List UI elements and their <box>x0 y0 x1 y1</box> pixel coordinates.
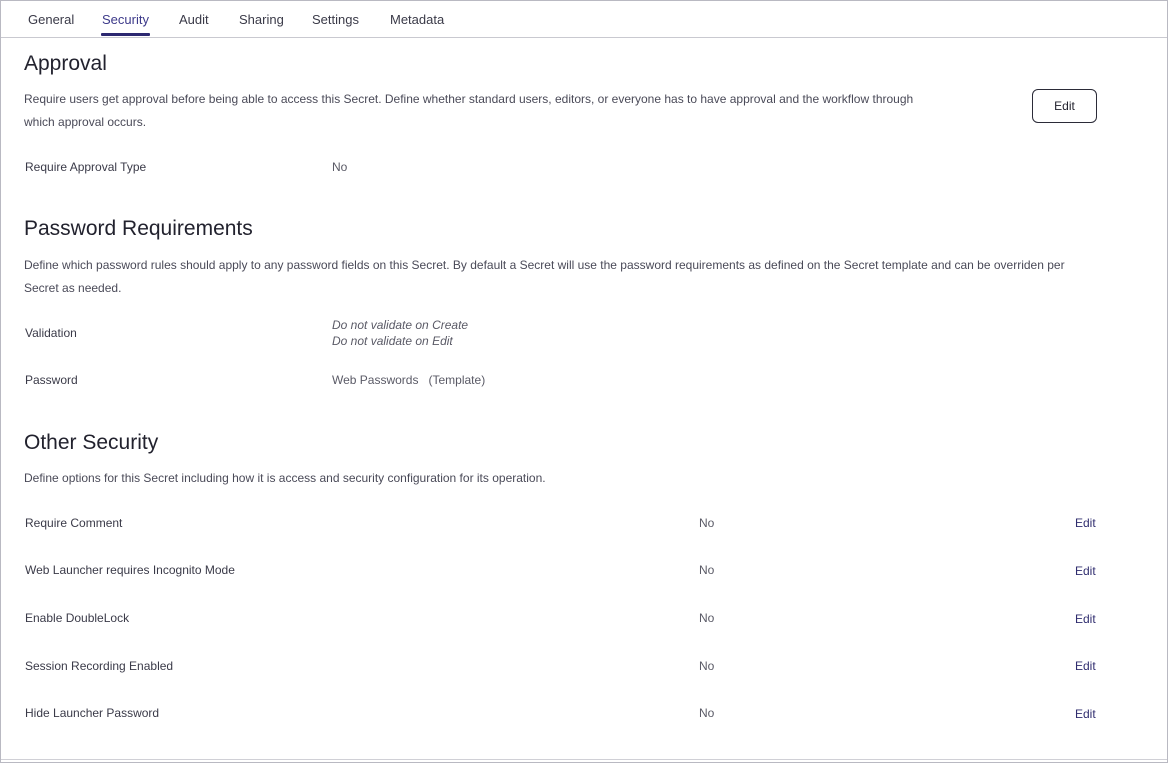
password-requirements-description: Define which password rules should apply to any password fields on this Secret. By default a Secret will use the password requirements as defined on the Secret template and can be overriden per Secret as needed. <box>24 258 1065 295</box>
require-comment-edit-link[interactable]: Edit <box>1075 516 1096 530</box>
doublelock-value: No <box>699 611 715 625</box>
validation-label: Validation <box>25 326 77 340</box>
tab-security[interactable]: Security <box>102 12 149 27</box>
other-security-heading: Other Security <box>24 431 159 454</box>
require-approval-type-value: No <box>332 160 348 174</box>
doublelock-edit-link[interactable]: Edit <box>1075 612 1096 626</box>
tab-general[interactable]: General <box>28 12 75 27</box>
tab-audit[interactable]: Audit <box>179 12 209 27</box>
require-comment-value: No <box>699 516 715 530</box>
hide-launcher-password-value: No <box>699 706 715 720</box>
approval-edit-button[interactable]: Edit <box>1032 89 1097 123</box>
session-recording-label: Session Recording Enabled <box>25 659 174 673</box>
require-comment-label: Require Comment <box>25 516 123 530</box>
hide-launcher-password-label: Hide Launcher Password <box>25 706 160 720</box>
password-label: Password <box>25 373 78 387</box>
password-value: Web Passwords (Template) <box>332 373 486 387</box>
validation-value-create: Do not validate on Create <box>332 318 469 332</box>
password-requirements-heading: Password Requirements <box>24 217 253 240</box>
active-tab-indicator <box>101 33 150 36</box>
doublelock-label: Enable DoubleLock <box>25 611 130 625</box>
bottom-divider <box>1 759 1167 760</box>
tab-settings[interactable]: Settings <box>312 12 359 27</box>
hide-launcher-password-edit-link[interactable]: Edit <box>1075 707 1096 721</box>
tab-metadata[interactable]: Metadata <box>390 12 445 27</box>
session-recording-edit-link[interactable]: Edit <box>1075 659 1096 673</box>
approval-heading: Approval <box>24 52 107 75</box>
require-approval-type-label: Require Approval Type <box>25 160 147 174</box>
incognito-mode-label: Web Launcher requires Incognito Mode <box>25 563 235 577</box>
session-recording-value: No <box>699 659 715 673</box>
validation-value-edit: Do not validate on Edit <box>332 334 453 348</box>
tab-sharing[interactable]: Sharing <box>239 12 284 27</box>
incognito-mode-edit-link[interactable]: Edit <box>1075 564 1096 578</box>
other-security-description: Define options for this Secret including how it is access and security configuration for its operation. <box>24 471 546 485</box>
tab-bar <box>1 1 1167 38</box>
approval-description: Require users get approval before being able to access this Secret. Define whether standard users, editors, or everyone has to have approval and the workflow through which approval occurs. <box>24 92 914 129</box>
incognito-mode-value: No <box>699 563 715 577</box>
